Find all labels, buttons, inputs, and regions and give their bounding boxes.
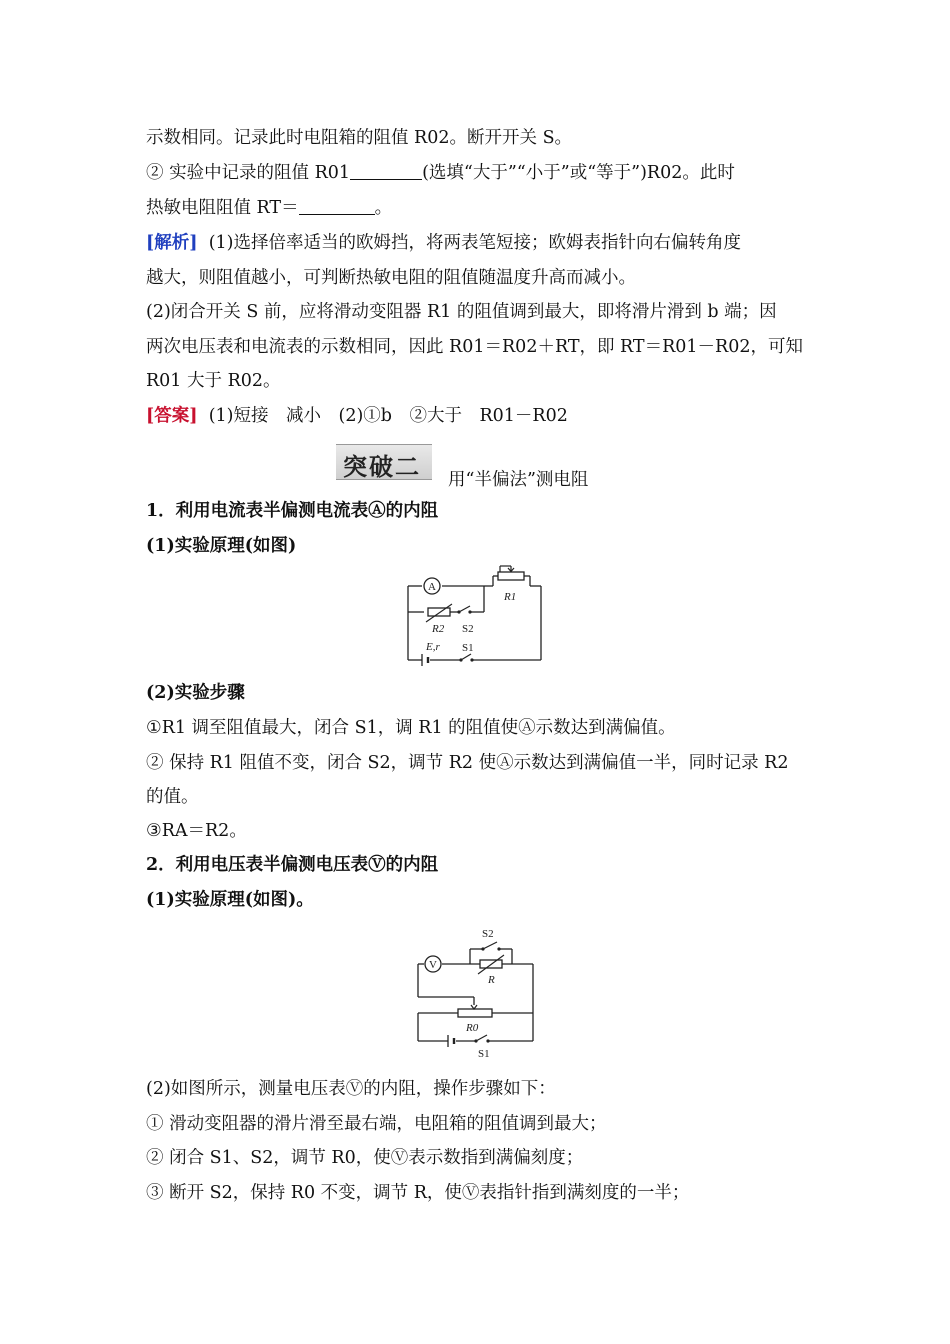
- analysis-line-3: (2)闭合开关 S 前，应将滑动变阻器 R1 的阻值调到最大，即将滑片滑到 b 端；因: [146, 302, 777, 322]
- step-1: ①R1 调至阻值最大，闭合 S1，调 R1 的阻值使Ⓐ示数达到满偏值。: [146, 718, 676, 738]
- step-2: ② 保持 R1 阻值不变，闭合 S2，调节 R2 使Ⓐ示数达到满偏值一半，同时记录 R2: [146, 753, 789, 773]
- section-label: 突破二: [343, 453, 421, 481]
- circuit-diagram-2: [412, 925, 537, 1061]
- slider-arrow-icon: [508, 566, 514, 572]
- section-title: 用“半偏法”测电阻: [448, 470, 589, 490]
- s2-label: S2: [462, 623, 474, 635]
- switch-s2-v: [483, 942, 497, 949]
- r0-label: R0: [466, 1022, 479, 1034]
- voltmeter-label: V: [429, 959, 437, 971]
- voltmeter-step-2: ② 闭合 S1、S2，调节 R0，使Ⓥ表示数指到满偏刻度；: [146, 1148, 584, 1168]
- text-line-3: [146, 197, 808, 219]
- er-label: E,r: [426, 641, 440, 653]
- switch-s1-v: [476, 1035, 487, 1041]
- question-part-b: (选填“大于”“小于”或“等于”)R02。此时: [422, 163, 735, 183]
- question-part-a: ② 实验中记录的阻值 R01: [146, 163, 351, 183]
- analysis-line-5: R01 大于 R02。: [146, 371, 281, 391]
- heading-1: 1．利用电流表半偏测电流表Ⓐ的内阻: [146, 501, 439, 521]
- step-3: ③RA＝R2。: [146, 821, 247, 841]
- steps-heading: (2)实验步骤: [146, 683, 245, 703]
- answer-blank-2: [299, 198, 375, 215]
- analysis-line-1: [146, 232, 808, 254]
- text-line-2: [146, 162, 808, 184]
- text-line-1: 示数相同。记录此时电阻箱的阻值 R02。断开开关 S。: [146, 128, 573, 148]
- s1-label: S1: [462, 642, 474, 654]
- voltmeter-step-3: ③ 断开 S2，保持 R0 不变，调节 R，使Ⓥ表指针指到满刻度的一半；: [146, 1183, 690, 1203]
- r2-label: R2: [432, 623, 445, 635]
- answer-text: (1)短接 减小 (2)①b ②大于 R01－R02: [208, 406, 568, 426]
- switch-s1: [461, 654, 471, 660]
- rheostat-r0: [458, 1009, 492, 1017]
- answer-tag: [答案]: [146, 406, 198, 426]
- analysis-line-4: 两次电压表和电流表的示数相同，因此 R01＝R02＋RT，即 RT＝R01－R02，可知: [146, 337, 803, 357]
- s2-label-v: S2: [482, 928, 494, 940]
- heading-1-sub: (1)实验原理(如图): [146, 536, 297, 556]
- question-part-d: 。: [374, 198, 393, 218]
- analysis-tag: [解析]: [146, 233, 198, 253]
- circuit-diagram-1: [400, 562, 550, 666]
- rheostat-r1: [498, 572, 524, 580]
- answer-line: [146, 405, 808, 427]
- heading-2-sub: (1)实验原理(如图)。: [146, 890, 314, 910]
- question-part-c: 热敏电阻阻值 RT＝: [146, 198, 299, 218]
- analysis-line-2: 越大，则阻值越小，可判断热敏电阻的阻值随温度升高而减小。: [146, 268, 636, 288]
- r-label: R: [488, 974, 495, 986]
- answer-blank-1: [350, 163, 422, 180]
- r1-label: R1: [504, 591, 517, 603]
- voltmeter-steps-intro: (2)如图所示，测量电压表Ⓥ的内阻，操作步骤如下：: [146, 1079, 556, 1099]
- s1-label-v: S1: [478, 1048, 490, 1060]
- ammeter-label: A: [428, 581, 436, 593]
- heading-2: 2．利用电压表半偏测电压表Ⓥ的内阻: [146, 855, 439, 875]
- switch-s2: [459, 606, 470, 612]
- resistor-box-r2: [428, 608, 450, 616]
- analysis-text-1: (1)选择倍率适当的欧姆挡，将两表笔短接；欧姆表指针向右偏转角度: [208, 233, 741, 253]
- voltmeter-step-1: ① 滑动变阻器的滑片滑至最右端，电阻箱的阻值调到最大；: [146, 1114, 607, 1134]
- step-2-cont: 的值。: [146, 787, 199, 807]
